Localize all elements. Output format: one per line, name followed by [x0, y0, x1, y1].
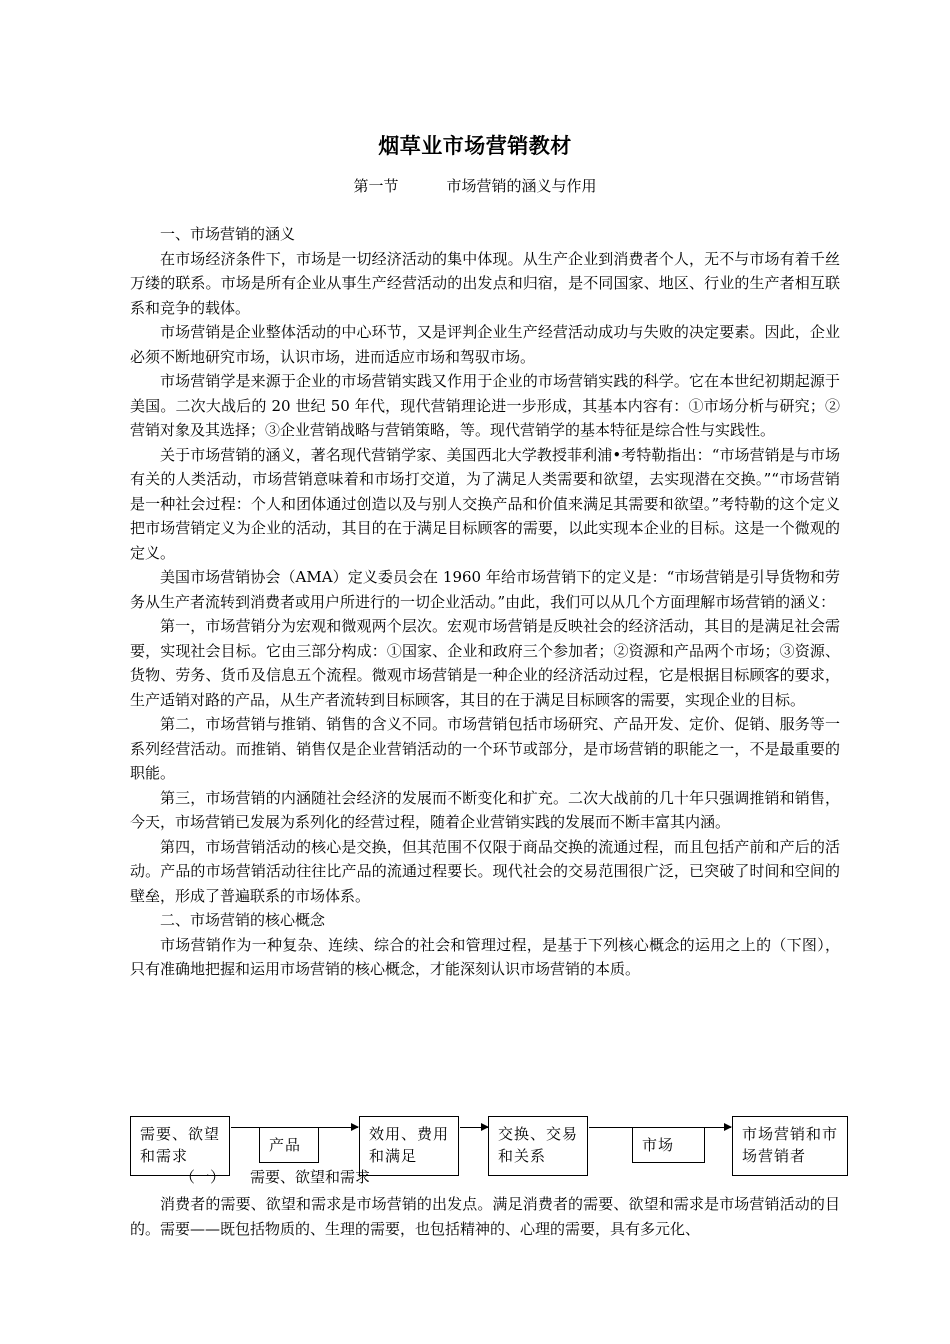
paragraph: 市场营销作为一种复杂、连续、综合的社会和管理过程，是基于下列核心概念的运用之上的（下图），只有准确地把握和运用市场营销的核心概念，才能深刻认识市场营销的本质。: [130, 935, 840, 978]
paragraph: 市场营销学是来源于企业的市场营销实践又作用于企业的市场营销实践的科学。它在本世纪初期起源于美国。二次大战后的 20 世纪 50 年代，现代营销理论进一步形成，其基本内容有：①市场分析与研究；②营销对象及其选择；③企业营销战略与营销策略，等。现代营销学的基本特征是综合性与实践性。: [130, 372, 840, 439]
paragraph: 市场营销是企业整体活动的中心环节，又是评判企业生产经营活动成功与失败的决定要素。因此，企业必须不断地研究市场，认识市场，进而适应市场和驾驭市场。: [130, 323, 840, 366]
diagram-box-needs: 需要、欲望和需求: [130, 1116, 230, 1176]
heading-meaning: 一、市场营销的涵义: [160, 225, 296, 243]
diagram-box-market: 市场: [632, 1127, 705, 1163]
heading-core-concepts: 二、市场营销的核心概念: [160, 911, 326, 929]
paragraph: 在市场经济条件下，市场是一切经济活动的集中体现。从生产企业到消费者个人，无不与市场有着千丝万缕的联系。市场是所有企业从事生产经营活动的出发点和归宿，是不同国家、地区、行业的生产者相互联系和竞争的载体。: [130, 249, 840, 317]
body-text: [130, 222, 840, 982]
diagram-arrow: [460, 1127, 488, 1128]
diagram-box-marketers: 市场营销和市场营销者: [732, 1116, 848, 1176]
section-number: 第一节: [353, 177, 399, 195]
diagram-box-exchange: 交换、交易和关系: [488, 1116, 588, 1176]
paragraph: 消费者的需要、欲望和需求是市场营销的出发点。满足消费者的需要、欲望和需求是市场营销活动的目的。需要——既包括物质的、生理的需要，也包括精神的、心理的需要，具有多元化、: [130, 1195, 840, 1238]
paragraph: 关于市场营销的涵义，著名现代营销学家、美国西北大学教授菲利浦•考特勒指出：“市场营销是与市场有关的人类活动，市场营销意味着和市场打交道，为了满足人类需要和欲望，去实现潜在交换。”“市场营销是一种社会过程：个人和团体通过创造以及与别人交换产品和价值来满足其需要和欲望。”考特勒的这个定义把市场营销定义为企业的活动，其目的在于满足目标顾客的需要，以此实现本企业的目标。这是一个微观的定义。: [130, 445, 840, 562]
subsection-number: （一）: [180, 1168, 226, 1186]
diagram-box-product: 产品: [259, 1127, 319, 1163]
tail-text: [130, 1192, 840, 1241]
diagram-box-utility: 效用、费用和满足: [359, 1116, 459, 1176]
paragraph: 第四，市场营销活动的核心是交换，但其范围不仅限于商品交换的流通过程，而且包括产前和产后的活动。产品的市场营销活动往往比产品的流通过程要长。现代社会的交易范围很广泛，已突破了时间和空间的壁垒，形成了普遍联系的市场体系。: [130, 837, 840, 905]
paragraph: 第二，市场营销与推销、销售的含义不同。市场营销包括市场研究、产品开发、定价、促销、服务等一系列经营活动。而推销、销售仅是企业营销活动的一个环节或部分，是市场营销的职能之一，不是最重要的职能。: [130, 715, 840, 782]
section-heading: [0, 175, 950, 196]
subsection-heading: [180, 1166, 370, 1187]
core-concepts-diagram: [0, 1113, 950, 1183]
section-title: 市场营销的涵义与作用: [446, 177, 597, 195]
paragraph: 第三，市场营销的内涵随社会经济的发展而不断变化和扩充。二次大战前的几十年只强调推销和销售，今天，市场营销已发展为系列化的经营过程，随着企业营销实践的发展而不断丰富其内涵。: [130, 788, 840, 831]
paragraph: 第一，市场营销分为宏观和微观两个层次。宏观市场营销是反映社会的经济活动，其目的是满足社会需要，实现社会目标。它由三部分构成：①国家、企业和政府三个参加者；②资源和产品两个市场；③资源、货物、劳务、货币及信息五个流程。微观市场营销是一种企业的经济活动过程，它是根据目标顾客的要求，生产适销对路的产品，从生产者流转到目标顾客，其目的在于满足目标顾客的需要，实现企业的目标。: [130, 617, 840, 709]
subsection-title: 需要、欲望和需求: [250, 1168, 371, 1186]
document-title: 烟草业市场营销教材: [378, 134, 572, 158]
paragraph: 美国市场营销协会（AMA）定义委员会在 1960 年给市场营销下的定义是：“市场营销是引导货物和劳务从生产者流转到消费者或用户所进行的一切企业活动。”由此，我们可以从几个方面理解市场营销的涵义：: [130, 568, 840, 611]
